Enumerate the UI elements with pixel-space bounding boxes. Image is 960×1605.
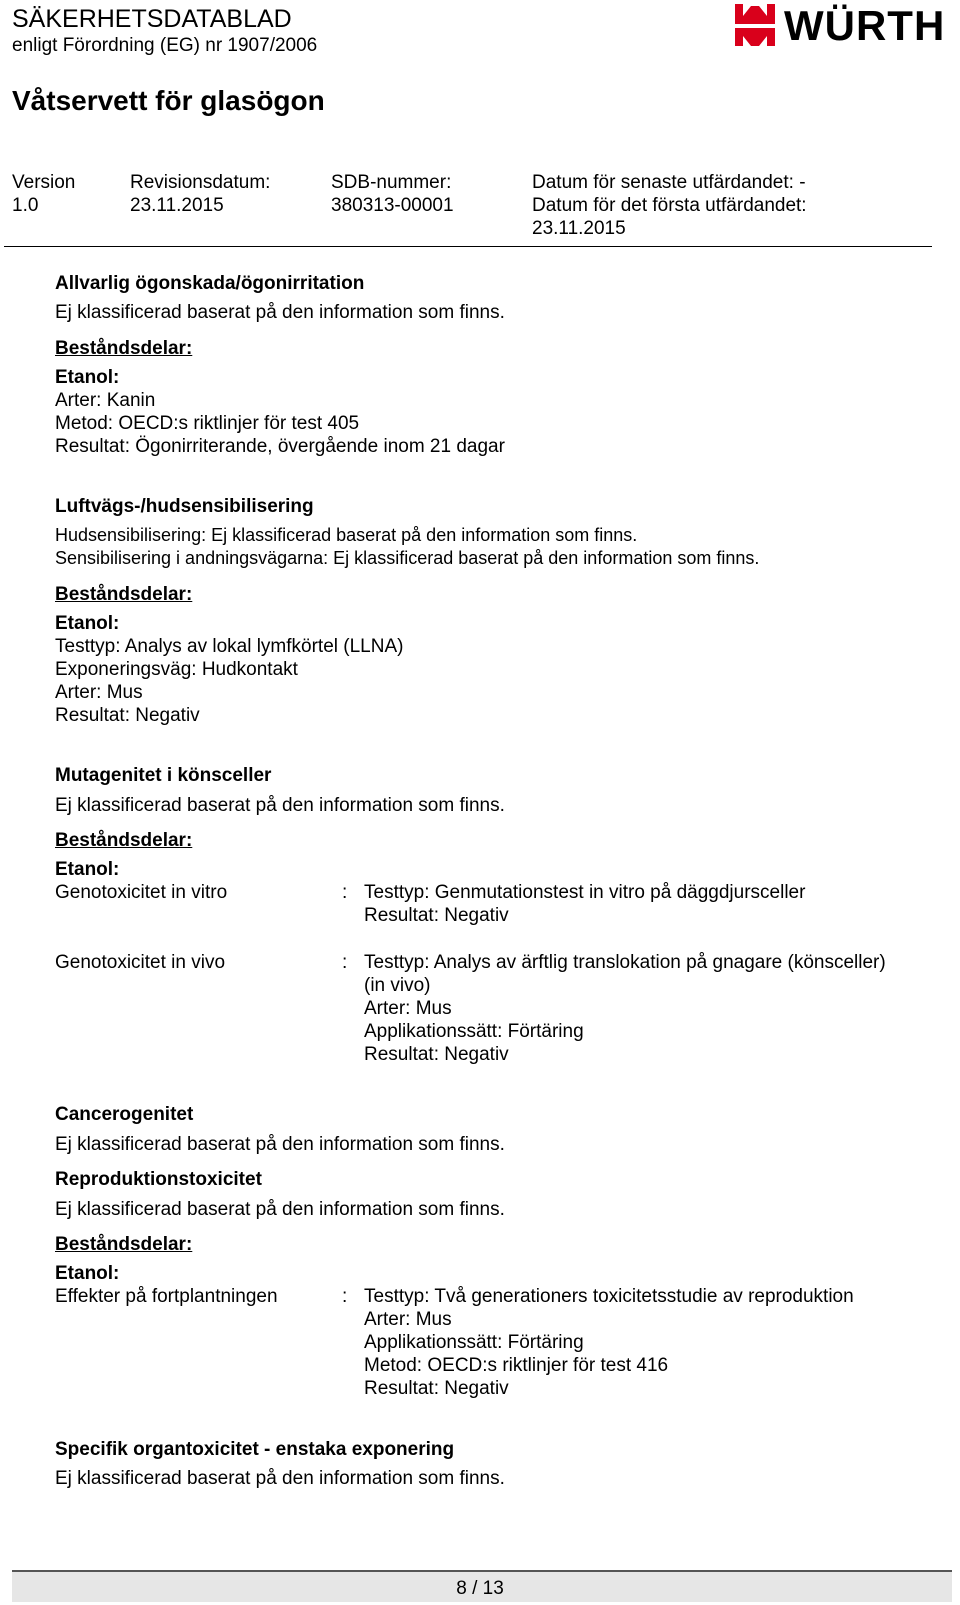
section-text: Ej klassificerad baserat på den information som finns. (55, 1134, 505, 1155)
section-title: Mutagenitet i könsceller (55, 765, 272, 786)
row-colon: : (342, 952, 348, 973)
components-heading: Beståndsdelar: (55, 584, 193, 605)
revision-label: Revisionsdatum: (130, 172, 271, 193)
section-title: Luftvägs-/hudsensibilisering (55, 496, 314, 517)
footer-divider (12, 1570, 952, 1572)
section-text: Ej klassificerad baserat på den information som finns. (55, 1199, 505, 1220)
sdb-value: 380313-00001 (331, 195, 454, 216)
components-heading: Beståndsdelar: (55, 338, 193, 359)
section-text: Sensibilisering i andningsvägarna: Ej klassificerad baserat på den information som finns. (55, 548, 760, 568)
regulation: enligt Förordning (EG) nr 1907/2006 (12, 35, 318, 56)
sdb-label: SDB-nummer: (331, 172, 452, 193)
components-heading: Beståndsdelar: (55, 830, 193, 851)
detail-line: Arter: Kanin (55, 390, 156, 411)
section-text: Hudsensibilisering: Ej klassificerad baserat på den information som finns. (55, 525, 638, 545)
version-label: Version (12, 172, 76, 193)
detail-line: Resultat: Ögonirriterande, övergående inom 21 dagar (55, 436, 505, 457)
page-number: 8 / 13 (456, 1578, 504, 1599)
row-label: Genotoxicitet in vitro (55, 882, 228, 903)
detail-line: Arter: Mus (55, 682, 143, 703)
row-value: Testtyp: Två generationers toxicitetsstudie av reproduktion (364, 1286, 854, 1307)
wurth-logo-icon (733, 2, 777, 48)
product-name: Våtservett för glasögon (12, 85, 325, 116)
section-title: Reproduktionstoxicitet (55, 1169, 262, 1190)
row-value: Arter: Mus (364, 998, 452, 1019)
revision-value: 23.11.2015 (130, 195, 224, 216)
first-issue-value: 23.11.2015 (532, 218, 626, 239)
row-value: Metod: OECD:s riktlinjer för test 416 (364, 1355, 669, 1376)
row-value: Testtyp: Analys av ärftlig translokation på gnagare (könsceller) (364, 952, 886, 973)
row-value: Arter: Mus (364, 1309, 452, 1330)
detail-line: Metod: OECD:s riktlinjer för test 405 (55, 413, 360, 434)
substance-name: Etanol: (55, 367, 120, 388)
section-title: Allvarlig ögonskada/ögonirritation (55, 273, 365, 294)
detail-line: Testtyp: Analys av lokal lymfkörtel (LLNA) (55, 636, 404, 657)
row-value: Resultat: Negativ (364, 1378, 509, 1399)
row-value: Resultat: Negativ (364, 1044, 509, 1065)
version-value: 1.0 (12, 195, 39, 216)
row-colon: : (342, 1286, 348, 1307)
row-value: Applikationssätt: Förtäring (364, 1332, 584, 1353)
substance-name: Etanol: (55, 613, 120, 634)
detail-line: Resultat: Negativ (55, 705, 200, 726)
row-label: Effekter på fortplantningen (55, 1286, 278, 1307)
row-value: Applikationssätt: Förtäring (364, 1021, 584, 1042)
first-issue-label: Datum för det första utfärdandet: (532, 195, 807, 216)
row-label: Genotoxicitet in vivo (55, 952, 226, 973)
section-text: Ej klassificerad baserat på den information som finns. (55, 1468, 505, 1489)
substance-name: Etanol: (55, 859, 120, 880)
header-divider (4, 246, 932, 247)
section-text: Ej klassificerad baserat på den information som finns. (55, 302, 505, 323)
detail-line: Exponeringsväg: Hudkontakt (55, 659, 298, 680)
section-title: Specifik organtoxicitet - enstaka exponering (55, 1439, 455, 1460)
substance-name: Etanol: (55, 1263, 120, 1284)
row-value: (in vivo) (364, 975, 431, 996)
row-value: Testtyp: Genmutationstest in vitro på däggdjursceller (364, 882, 806, 903)
section-text: Ej klassificerad baserat på den information som finns. (55, 795, 505, 816)
components-heading: Beståndsdelar: (55, 1234, 193, 1255)
last-issue-label: Datum för senaste utfärdandet: - (532, 172, 806, 193)
row-value: Resultat: Negativ (364, 905, 509, 926)
section-title: Cancerogenitet (55, 1104, 194, 1125)
brand-name: WÜRTH (784, 2, 946, 49)
row-colon: : (342, 882, 348, 903)
doc-type: SÄKERHETSDATABLAD (12, 5, 292, 33)
